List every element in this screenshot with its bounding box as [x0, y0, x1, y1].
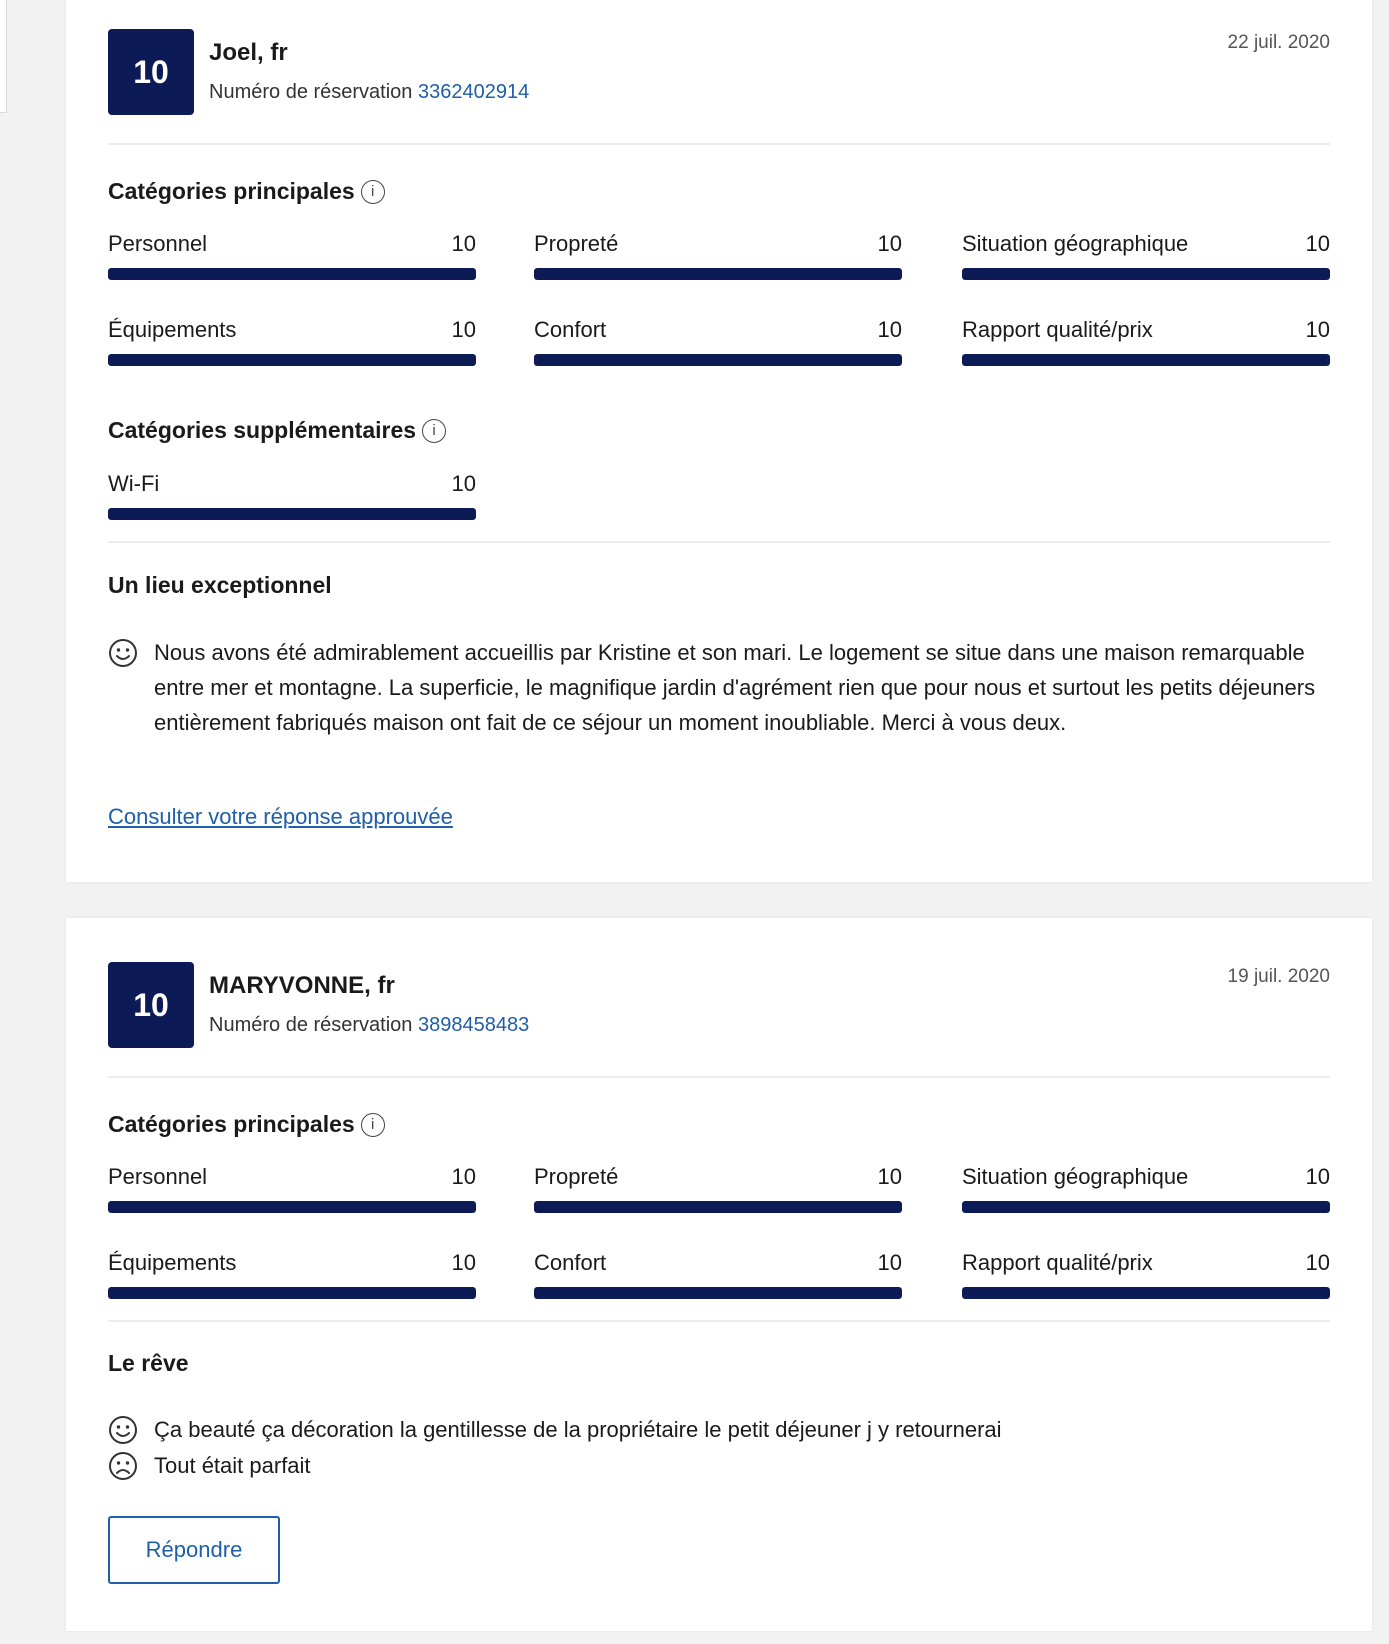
rating-bar-fill: [962, 1287, 1330, 1299]
rating-value: 10: [1305, 231, 1330, 256]
main-categories-title-text: Catégories principales: [108, 1111, 355, 1137]
rating-bar-track: [108, 354, 476, 366]
smiley-happy-icon: [108, 635, 140, 670]
review-negative-text: Tout était parfait: [154, 1453, 311, 1478]
main-categories-title: [108, 1111, 385, 1138]
rating-value: 10: [451, 471, 476, 496]
rating-bar-track: [962, 268, 1330, 280]
rating-label: Équipements: [108, 1250, 237, 1275]
rating-label: Rapport qualité/prix: [962, 317, 1153, 342]
reservation-number-link[interactable]: 3898458483: [418, 1014, 530, 1036]
review-date: 19 juil. 2020: [1227, 966, 1330, 987]
rating-label: Confort: [534, 317, 607, 342]
reservation-label: Numéro de réservation: [209, 1014, 413, 1036]
rating-label: Propreté: [534, 231, 619, 256]
review-negative: [108, 1448, 1324, 1483]
rating-bar-fill: [962, 354, 1330, 366]
rating-proprete: [534, 231, 902, 279]
rating-value: 10: [1305, 1250, 1330, 1275]
review-date: 22 juil. 2020: [1227, 32, 1330, 53]
divider: [108, 1076, 1330, 1078]
rating-bar-fill: [534, 1201, 902, 1213]
review-title: Un lieu exceptionnel: [108, 572, 332, 598]
review-score-badge: 10: [108, 962, 194, 1048]
rating-value: 10: [877, 1250, 902, 1275]
divider: [108, 541, 1330, 543]
rating-confort: [534, 1250, 902, 1298]
rating-label: Propreté: [534, 1164, 619, 1189]
info-icon[interactable]: i: [422, 419, 446, 443]
rating-bar-fill: [108, 508, 476, 520]
rating-bar-fill: [534, 354, 902, 366]
rating-personnel: [108, 1164, 476, 1212]
rating-situation: [962, 231, 1330, 279]
divider: [108, 1320, 1330, 1322]
rating-label: Équipements: [108, 317, 237, 342]
rating-bar-track: [962, 1201, 1330, 1213]
reply-button[interactable]: Répondre: [108, 1516, 280, 1584]
rating-value: 10: [451, 1164, 476, 1189]
extra-categories-title-text: Catégories supplémentaires: [108, 417, 417, 443]
reviewer-name: MARYVONNE, fr: [209, 972, 395, 999]
approved-response-link[interactable]: Consulter votre réponse approuvée: [108, 804, 453, 829]
rating-personnel: [108, 231, 476, 279]
rating-confort: [534, 317, 902, 365]
rating-bar-track: [108, 508, 476, 520]
rating-bar-track: [962, 354, 1330, 366]
rating-bar-track: [534, 1287, 902, 1299]
rating-value: 10: [1305, 317, 1330, 342]
rating-wifi: [108, 471, 476, 519]
main-categories-title-text: Catégories principales: [108, 178, 355, 204]
review-positive: [108, 1412, 1324, 1447]
rating-bar-fill: [962, 1201, 1330, 1213]
rating-value: 10: [877, 1164, 902, 1189]
rating-bar-track: [108, 1287, 476, 1299]
rating-equipements: [108, 317, 476, 365]
review-card: [66, 918, 1372, 1631]
rating-label: Personnel: [108, 231, 208, 256]
rating-bar-track: [962, 1287, 1330, 1299]
rating-bar-track: [534, 268, 902, 280]
rating-value: 10: [451, 1250, 476, 1275]
rating-label: Situation géographique: [962, 231, 1189, 256]
rating-bar-fill: [534, 1287, 902, 1299]
divider: [108, 143, 1330, 145]
rating-bar-track: [108, 1201, 476, 1213]
rating-label: Rapport qualité/prix: [962, 1250, 1153, 1275]
smiley-happy-icon: [108, 1412, 140, 1447]
rating-bar-fill: [108, 354, 476, 366]
review-positive-text: Nous avons été admirablement accueillis par Kristine et son mari. Le logement se situe dans une maison remarquable entre mer et montagne. La superficie, le magnifique jardin d'agrément rien que pour nous et surtout les petits déjeuners entièrement fabriqués maison ont fait de ce séjour un moment inoubliable. Merci à vous deux.: [154, 640, 1316, 735]
rating-bar-fill: [108, 1201, 476, 1213]
rating-bar-track: [108, 268, 476, 280]
rating-value: 10: [877, 317, 902, 342]
review-positive-text: Ça beauté ça décoration la gentillesse de la propriétaire le petit déjeuner j y retournerai: [154, 1417, 1002, 1442]
rating-bar-fill: [108, 1287, 476, 1299]
rating-label: Confort: [534, 1250, 607, 1275]
smiley-sad-icon: [108, 1448, 140, 1483]
sidebar-fragment: [0, 0, 7, 113]
rating-bar-fill: [534, 268, 902, 280]
main-categories-title: [108, 178, 385, 205]
review-title: Le rêve: [108, 1350, 189, 1376]
reservation-info: [209, 81, 529, 104]
rating-equipements: [108, 1250, 476, 1298]
rating-value: 10: [451, 231, 476, 256]
rating-rapport: [962, 1250, 1330, 1298]
rating-label: Situation géographique: [962, 1164, 1189, 1189]
rating-value: 10: [451, 317, 476, 342]
rating-bar-track: [534, 354, 902, 366]
rating-value: 10: [1305, 1164, 1330, 1189]
rating-bar-fill: [108, 268, 476, 280]
review-card: [66, 0, 1372, 882]
rating-situation: [962, 1164, 1330, 1212]
rating-label: Wi-Fi: [108, 471, 160, 496]
rating-rapport: [962, 317, 1330, 365]
reservation-number-link[interactable]: 3362402914: [418, 81, 530, 103]
review-positive: [108, 635, 1324, 740]
info-icon[interactable]: i: [361, 1113, 385, 1137]
reservation-label: Numéro de réservation: [209, 81, 413, 103]
rating-proprete: [534, 1164, 902, 1212]
rating-label: Personnel: [108, 1164, 208, 1189]
extra-categories-title: [108, 417, 446, 444]
rating-bar-track: [534, 1201, 902, 1213]
rating-bar-fill: [962, 268, 1330, 280]
reviewer-name: Joel, fr: [209, 39, 288, 66]
info-icon[interactable]: i: [361, 180, 385, 204]
review-score-badge: 10: [108, 29, 194, 115]
rating-value: 10: [877, 231, 902, 256]
reservation-info: [209, 1014, 529, 1037]
